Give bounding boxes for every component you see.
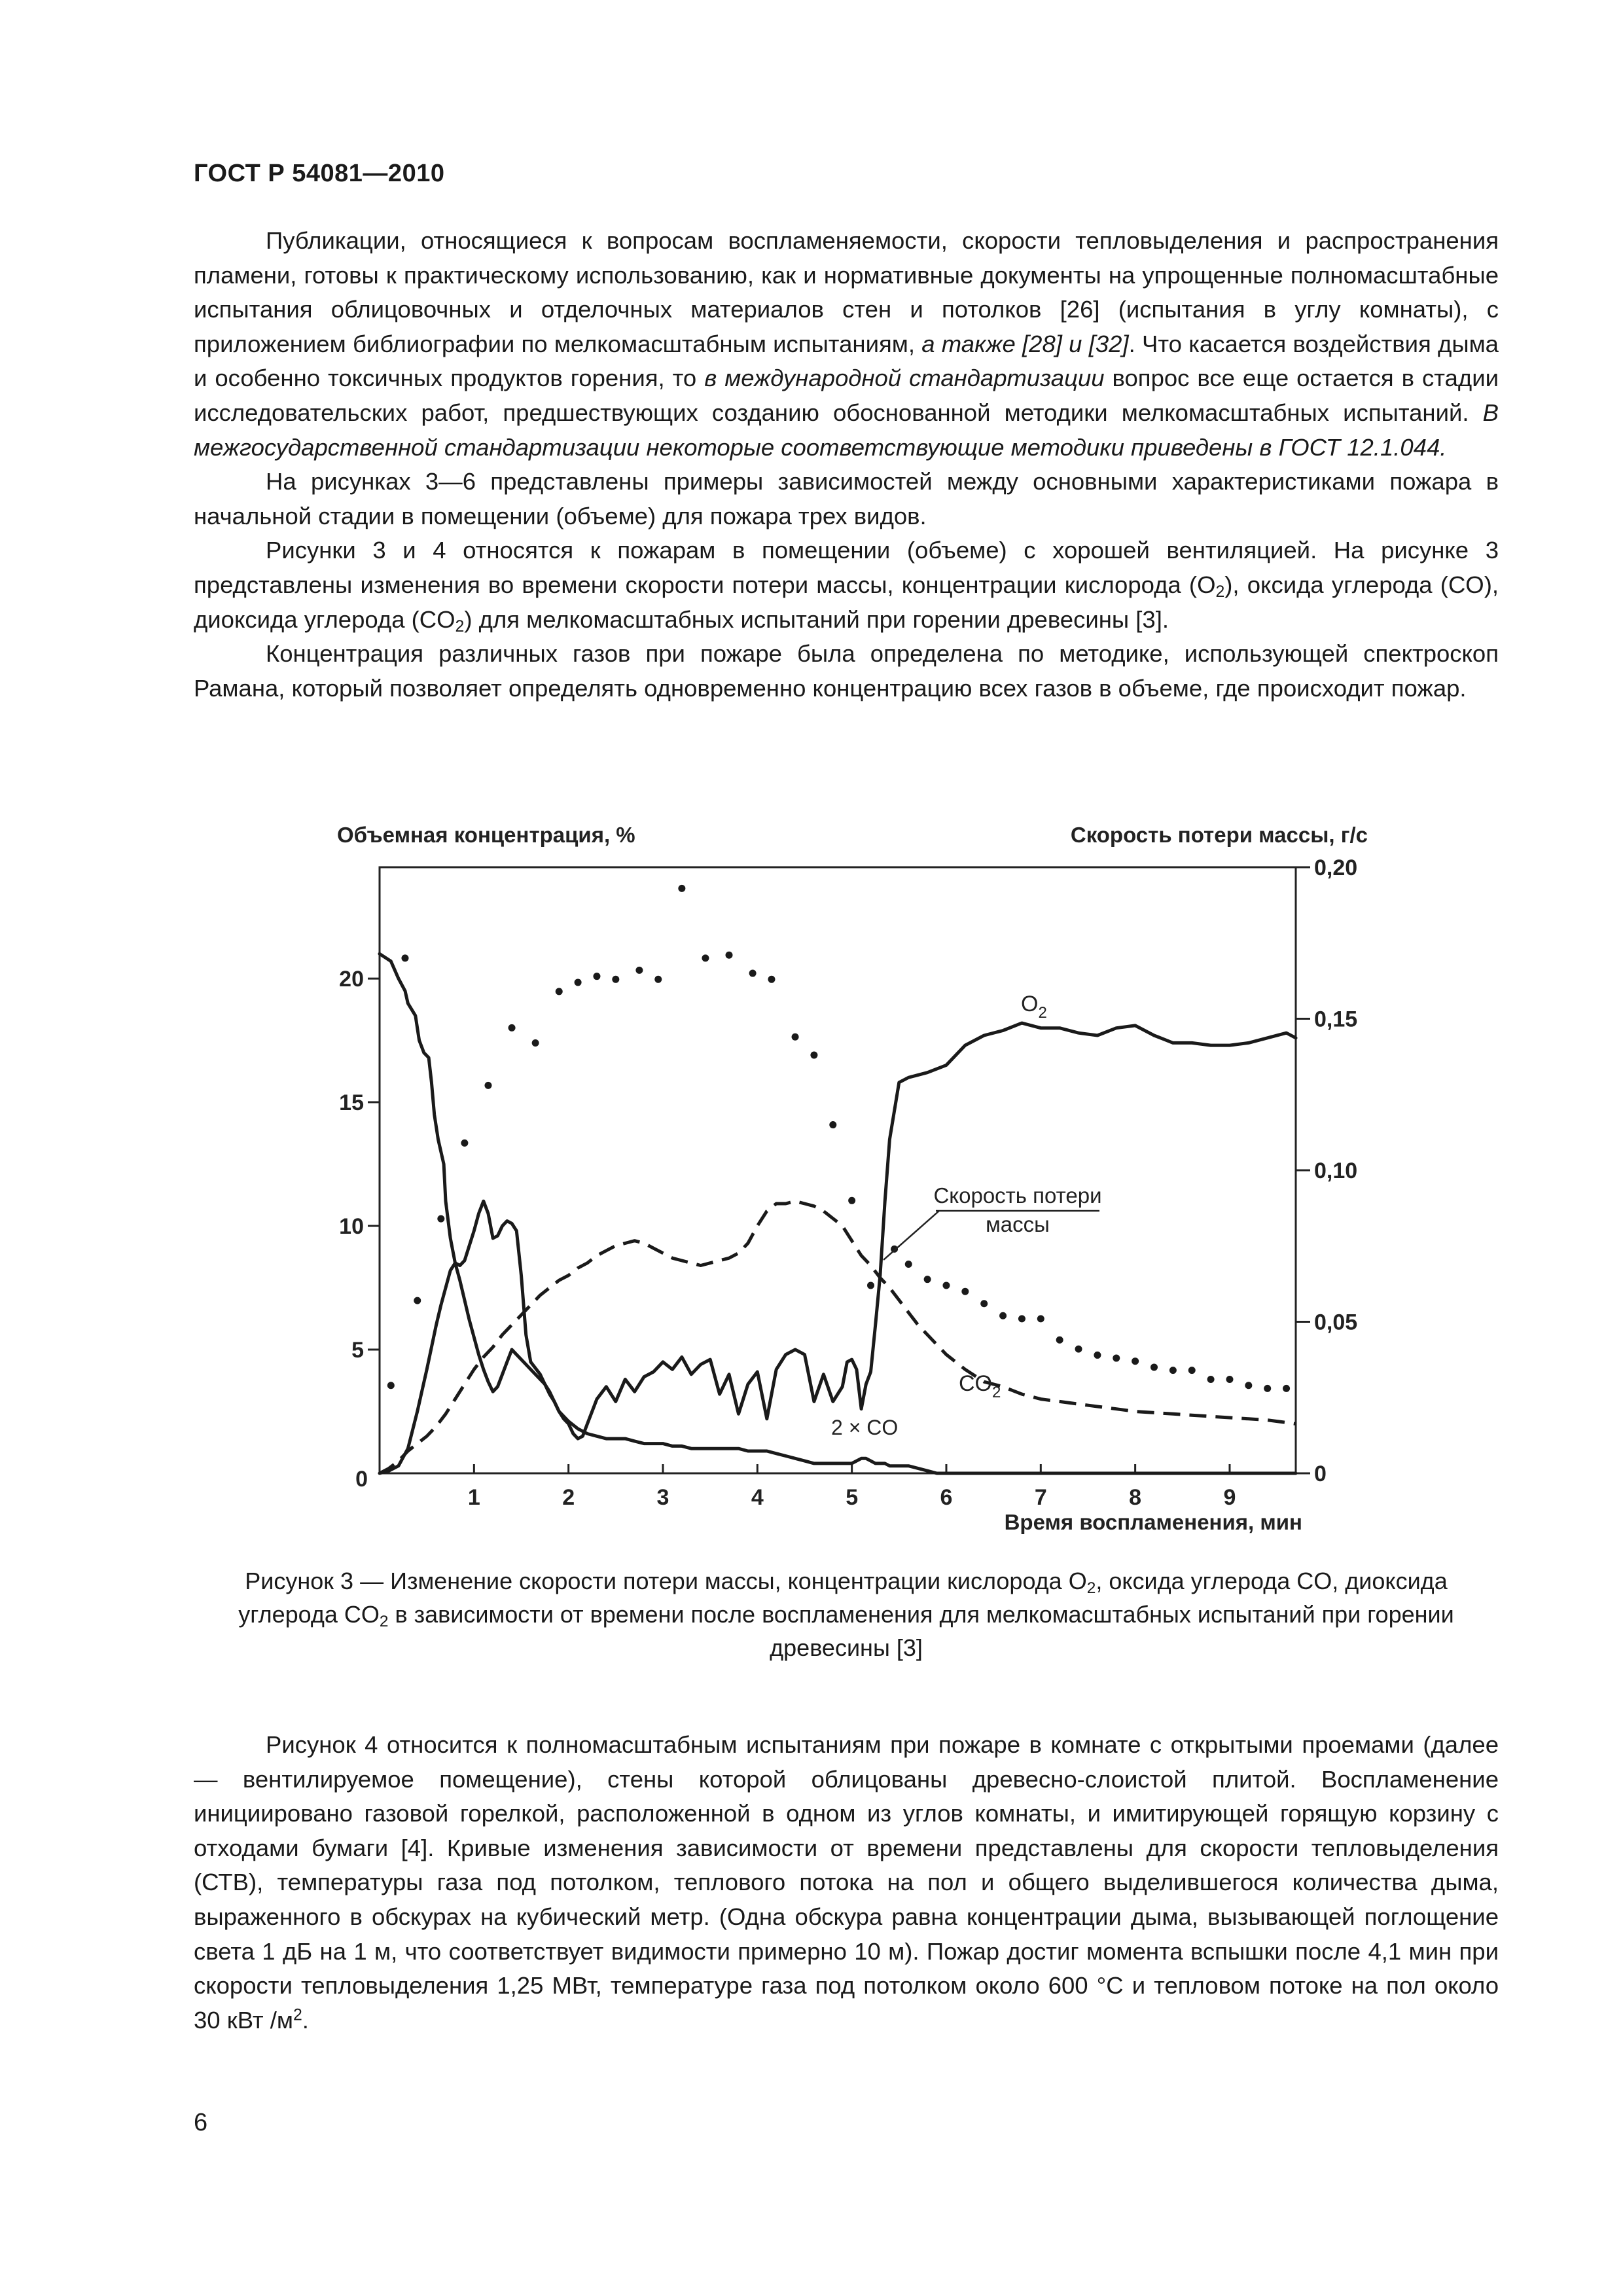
- mass-point: [768, 976, 775, 983]
- body-text-top: [194, 224, 1499, 706]
- mass-point: [532, 1039, 539, 1047]
- paragraph-2: На рисунках 3—6 представлены примеры зависимостей между основными характеристиками пожара в начальной стадии в помещении (объеме) для пожара трех видов.: [194, 468, 1499, 529]
- mass-point: [556, 988, 563, 995]
- mass-point: [810, 1052, 817, 1059]
- axis-ticks: [339, 855, 1357, 1510]
- co2-label: $CO_2$: [959, 1371, 1001, 1401]
- mass-point: [1188, 1367, 1196, 1374]
- mass-point: [1207, 1376, 1215, 1383]
- paragraph-3: Рисунки 3 и 4 относятся к пожарам в помещении (объеме) с хорошей вентиляцией. На рисунке 3 представлены изменения во времени скорости потери массы, концентрации кислорода $(O_2)$, оксида углерода (CO), диоксида углерода $(CO_2)$ для мелкомасштабных испытаний при горении древесины [3].: [194, 537, 1499, 636]
- x-tick-label: 9: [1223, 1485, 1236, 1510]
- mass-point: [905, 1261, 912, 1268]
- mass-point: [654, 976, 662, 983]
- y-left-tick-label: 20: [339, 967, 364, 992]
- mass-point: [1056, 1336, 1063, 1344]
- body-text-bottom: [194, 1728, 1499, 2037]
- x-tick-label: 7: [1034, 1485, 1047, 1510]
- y-left-tick-label: 10: [339, 1214, 364, 1240]
- mass-point: [1094, 1352, 1101, 1359]
- paragraph-1: Публикации, относящиеся к вопросам воспламеняемости, скорости тепловыделения и распространения пламени, готовы к практическому использованию, как и нормативные документы на упрощенные полномасштабные испытания облицовочных и отделочных материалов стен и потолков [26] (испытания в углу комнаты), с приложением библиографии по мелкомасштабным испытаниям, а также [28] и [32]. Что касается воздействия дыма и особенно токсичных продуктов горения, то в международной стандартизации вопрос все еще остается в стадии исследовательских работ, предшествующих созданию обоснованной методики мелкомасштабных испытаний. В межгосударственной стандартизации некоторые соответствующие методики приведены в ГОСТ 12.1.044.: [194, 227, 1499, 461]
- mass-point: [678, 885, 685, 892]
- y-right-tick-label: 0,20: [1314, 855, 1358, 880]
- mass-point: [414, 1297, 421, 1304]
- y-right-label: Скорость потери массы, г/с: [1070, 823, 1368, 847]
- mass-point: [437, 1215, 444, 1223]
- mass-point: [999, 1312, 1007, 1319]
- paragraph-5: Рисунок 4 относится к полномасштабным испытаниям при пожаре в комнате с открытыми проемами (далее — вентилируемое помещение), стены которой облицованы древесно-слоистой плитой. Воспламенение инициировано газовой горелкой, расположенной в одном из углов комнаты, и имитирующей горящую корзину с отходами бумаги [4]. Кривые изменения зависимости от времени представлены для скорости тепловыделения (СТВ), температуры газа под потолком, теплового потока на пол и общего выделившегося количества дыма, выраженного в обскурах на кубический метр. (Одна обскура равна концентрации дыма, вызывающей поглощение света 1 дБ на 1 м, что соответствует видимости примерно 10 м). Пожар достиг момента вспышки после 4,1 мин при скорости тепловыделения 1,25 МВт, температуре газа под потолком около 600 °C и тепловом потоке на пол около 30 кВт $/м^2$.: [194, 1731, 1499, 2034]
- x-tick-label: 8: [1129, 1485, 1142, 1510]
- mass-point: [1150, 1363, 1158, 1371]
- y-right-tick-label: 0,10: [1314, 1158, 1358, 1183]
- figure-caption: [194, 1564, 1499, 1664]
- x-tick-label: 4: [751, 1485, 764, 1510]
- mass-point: [1132, 1357, 1139, 1365]
- mass-label-line1: Скорость потери: [933, 1183, 1102, 1208]
- x-tick-label: 2: [562, 1485, 575, 1510]
- mass-point: [1264, 1385, 1271, 1392]
- y-right-tick-label: 0,05: [1314, 1310, 1358, 1335]
- mass-point: [1245, 1382, 1252, 1389]
- mass-point: [980, 1300, 988, 1307]
- mass-point: [401, 954, 408, 961]
- mass-point: [848, 1197, 855, 1204]
- mass-point: [508, 1024, 516, 1031]
- mass-point: [484, 1082, 491, 1089]
- mass-point: [387, 1382, 395, 1389]
- y-left-label: Объемная концентрация, %: [337, 823, 635, 847]
- x-axis-label: Время воспламенения, мин: [1004, 1510, 1302, 1534]
- mass-point: [1018, 1315, 1026, 1322]
- paragraph-4: Концентрация различных газов при пожаре была определена по методике, использующей спектроскоп Рамана, который позволяет определять одновременно концентрацию всех газов в объеме, где происходит пожар.: [194, 640, 1499, 702]
- mass-point: [461, 1139, 468, 1147]
- mass-point: [635, 967, 643, 974]
- mass-point: [867, 1282, 874, 1289]
- mass-point: [942, 1282, 950, 1289]
- mass-point: [1169, 1367, 1177, 1374]
- data-series: [380, 885, 1296, 1473]
- co-label: 2 × CO: [831, 1416, 899, 1439]
- plot-frame: [380, 867, 1296, 1473]
- mass-point: [924, 1276, 931, 1283]
- document-header: ГОСТ Р 54081—2010: [194, 160, 445, 187]
- x-tick-label: 1: [467, 1485, 480, 1510]
- y-left-tick-label: 5: [351, 1338, 364, 1363]
- y-right-tick-label: 0,15: [1314, 1007, 1358, 1032]
- caption-text: Рисунок 3 — Изменение скорости потери массы, концентрации кислорода $O_2$, оксида углерода CO, диоксида углерода $CO_2$ в зависимости от времени после воспламенения для мелкомасштабных испытаний при горении древесины [3]: [238, 1568, 1454, 1661]
- y-left-tick-label: 15: [339, 1090, 364, 1116]
- mass-point: [749, 970, 757, 977]
- mass-point: [726, 952, 733, 959]
- x-tick-label: 3: [656, 1485, 669, 1510]
- mass-point: [792, 1033, 799, 1041]
- x-tick-label: 5: [846, 1485, 859, 1510]
- y-right-tick-label: 0: [1314, 1462, 1327, 1486]
- mass-label-leader: [883, 1211, 939, 1260]
- y-left-tick-label: 0: [355, 1467, 368, 1492]
- mass-point: [612, 976, 619, 983]
- mass-point: [961, 1288, 969, 1295]
- mass-point: [702, 954, 709, 961]
- mass-point: [1283, 1385, 1290, 1392]
- x-tick-label: 6: [940, 1485, 953, 1510]
- mass-point: [1226, 1376, 1233, 1383]
- page-number: 6: [194, 2109, 208, 2136]
- mass-point: [1113, 1355, 1120, 1362]
- mass-point: [829, 1121, 836, 1128]
- co-series-line: [380, 1023, 1296, 1473]
- figure-3-chart: [314, 815, 1427, 1558]
- mass-point: [1037, 1315, 1044, 1322]
- mass-point: [575, 978, 582, 986]
- mass-point: [593, 973, 600, 980]
- mass-point: [1075, 1346, 1082, 1353]
- o2-label: $O_2$: [1021, 992, 1047, 1022]
- mass-label-line2: массы: [986, 1212, 1050, 1236]
